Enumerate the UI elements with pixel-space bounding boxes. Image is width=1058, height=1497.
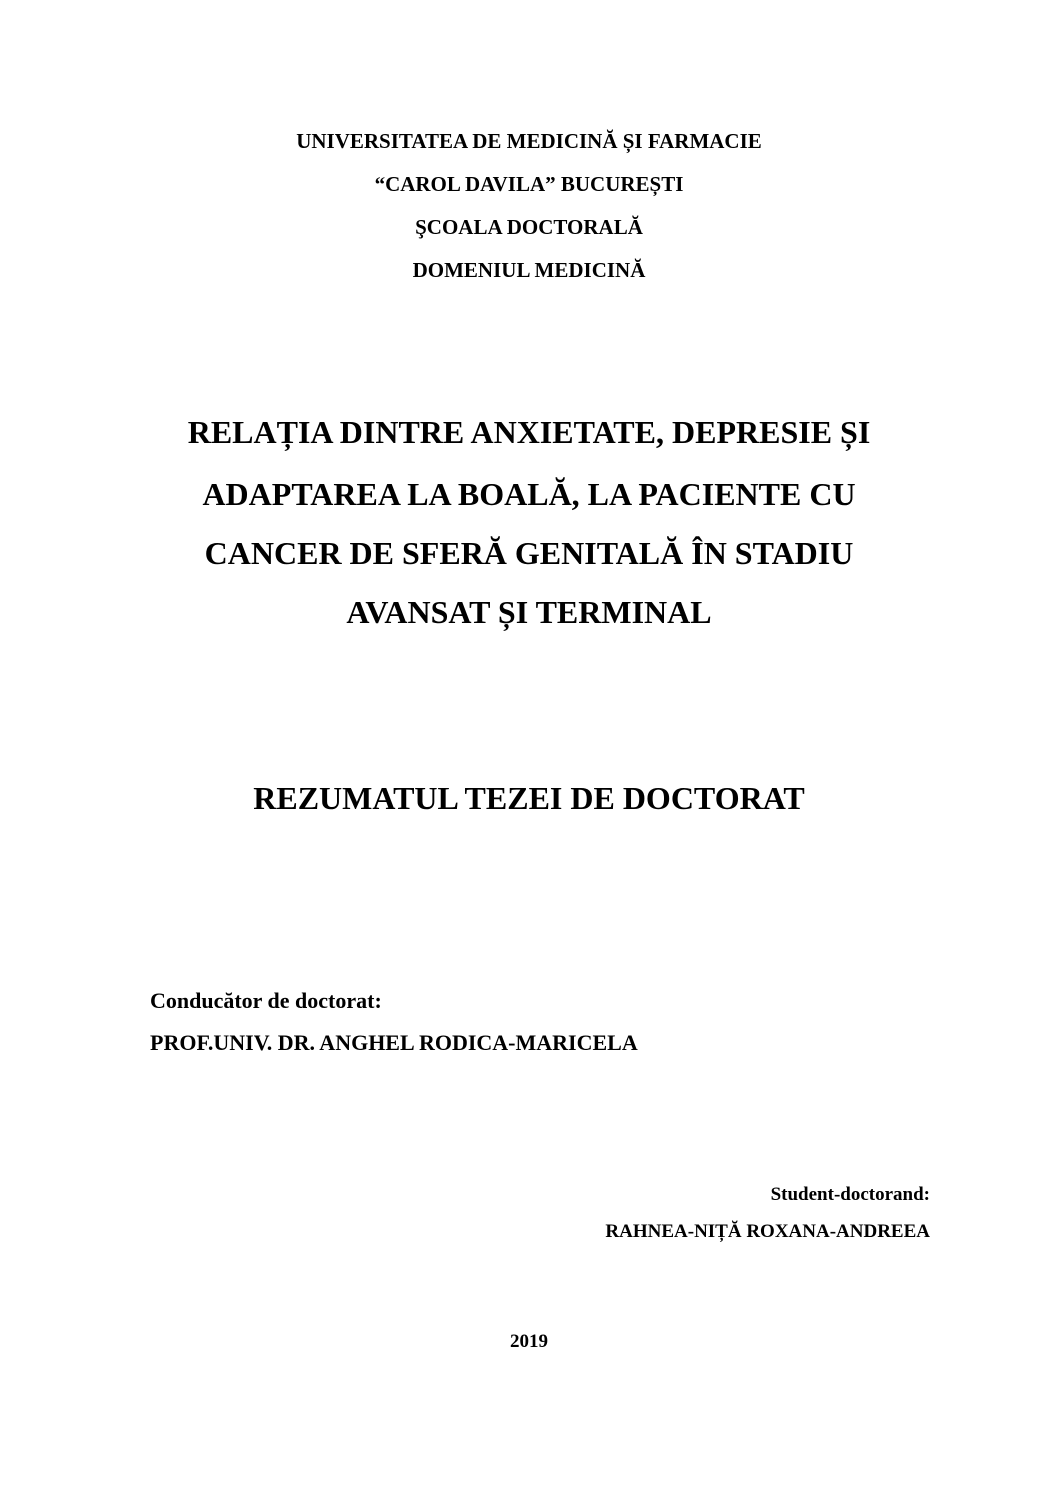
supervisor-label: Conducător de doctorat: [150, 988, 382, 1013]
university-city: “CAROL DAVILA” BUCUREȘTI [374, 172, 684, 196]
thesis-title-line-3: CANCER DE SFERĂ GENITALĂ ÎN STADIU [204, 535, 854, 571]
university-name: UNIVERSITATEA DE MEDICINĂ ȘI FARMACIE [296, 129, 762, 153]
student-name: RAHNEA-NIȚĂ ROXANA-ANDREEA [605, 1221, 930, 1242]
field-of-study: DOMENIUL MEDICINĂ [412, 258, 646, 282]
thesis-title-line-1: RELAȚIA DINTRE ANXIETATE, DEPRESIE ȘI [187, 414, 871, 450]
document-type: REZUMATUL TEZEI DE DOCTORAT [253, 780, 805, 816]
thesis-title-line-4: AVANSAT ȘI TERMINAL [346, 594, 712, 630]
year: 2019 [510, 1331, 548, 1352]
student-label: Student-doctorand: [770, 1184, 930, 1205]
doctoral-school: ŞCOALA DOCTORALĂ [415, 215, 643, 239]
supervisor-name: PROF.UNIV. DR. ANGHEL RODICA-MARICELA [150, 1030, 638, 1055]
thesis-title-line-2: ADAPTAREA LA BOALĂ, LA PACIENTE CU [202, 476, 856, 512]
